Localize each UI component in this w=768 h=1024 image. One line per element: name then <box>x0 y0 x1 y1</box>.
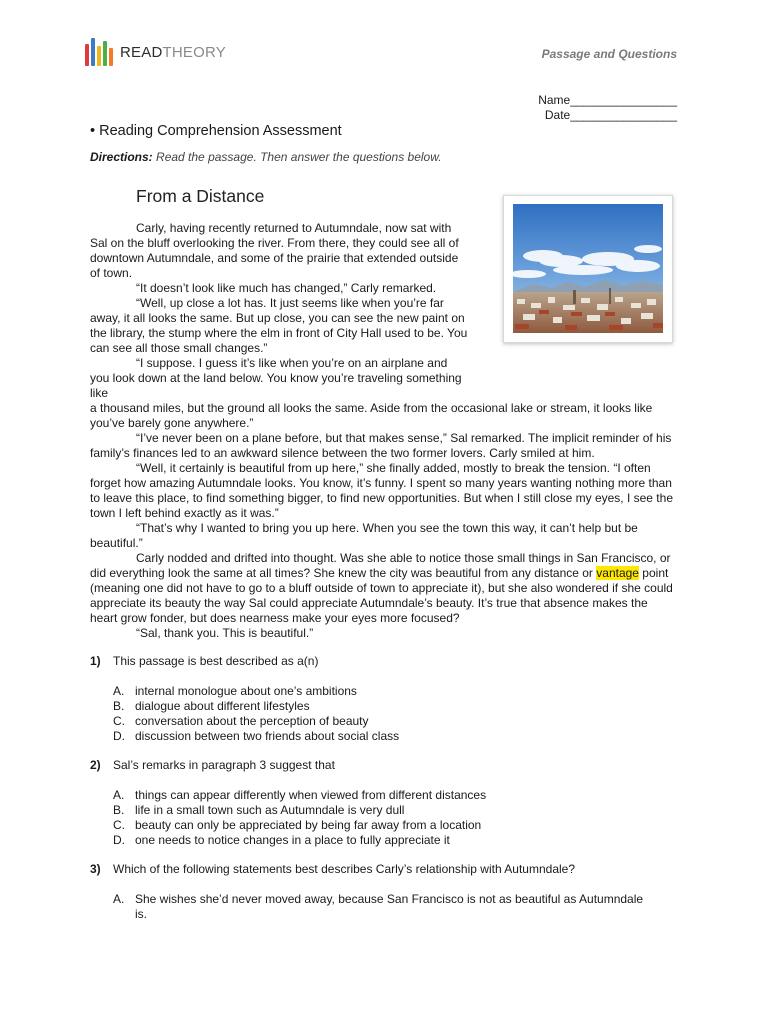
brand-read: READ <box>120 44 163 61</box>
answer-option[interactable] <box>113 892 658 922</box>
passage-title: From a Distance <box>136 186 265 206</box>
question-3 <box>90 862 658 922</box>
answer-option[interactable] <box>113 803 658 818</box>
answer-option[interactable] <box>113 699 658 714</box>
answer-option[interactable] <box>113 788 658 803</box>
option-text: She wishes she’d never moved away, because San Francisco is not as beautiful as Autumndale is. <box>135 892 644 921</box>
book-blue <box>91 38 95 66</box>
question-number: 3) <box>90 862 101 876</box>
question-number: 2) <box>90 758 101 772</box>
paragraph-4b: a thousand miles, but the ground all looks the same. Aside from the occasional lake or stream, it looks like you’ve barely gone anywhere.” <box>90 401 653 430</box>
directions <box>90 150 442 164</box>
option-text: conversation about the perception of beauty <box>135 714 369 728</box>
paragraph-8-before: Carly nodded and drifted into thought. Was she able to notice those small things in San Francisco, or did everything look the same at all times? She knew the city was beautiful from any distance or <box>90 551 671 580</box>
paragraph-1: Carly, having recently returned to Autumndale, now sat with Sal on the bluff overlooking the river. From there, they could see all of downtown Autumndale, and some of the prairie that extended outside of town. <box>90 221 459 280</box>
option-letter: B. <box>113 803 125 817</box>
books-logo-icon <box>84 36 114 66</box>
answer-option[interactable] <box>113 684 658 699</box>
doc-type-label: Passage and Questions <box>541 47 677 61</box>
option-letter: A. <box>113 788 125 802</box>
question-stem: Which of the following statements best describes Carly’s relationship with Autumndale? <box>113 862 576 876</box>
option-letter: C. <box>113 818 125 832</box>
answer-option[interactable] <box>113 833 658 848</box>
directions-text: Read the passage. Then answer the questions below. <box>156 150 442 164</box>
option-text: things can appear differently when viewed from different distances <box>135 788 487 802</box>
paragraph-4a: “I suppose. I guess it’s like when you’re on an airplane and you look down at the land below. You know you’re traveling something like <box>90 356 462 400</box>
option-letter: C. <box>113 714 125 728</box>
option-letter: A. <box>113 892 125 906</box>
option-text: one needs to notice changes in a place to fully appreciate it <box>135 833 450 847</box>
option-text: dialogue about different lifestyles <box>135 699 310 713</box>
book-red <box>85 44 89 66</box>
vocabulary-highlight[interactable]: vantage <box>596 566 639 580</box>
answer-option[interactable] <box>113 818 658 833</box>
option-letter: D. <box>113 833 125 847</box>
option-text: internal monologue about one’s ambitions <box>135 684 357 698</box>
question-number: 1) <box>90 654 101 668</box>
paragraph-8 <box>90 551 678 626</box>
readtheory-logo <box>84 36 226 66</box>
option-letter: A. <box>113 684 125 698</box>
date-field[interactable]: Date________________ <box>544 108 677 122</box>
directions-label: Directions: <box>90 150 153 164</box>
option-letter: B. <box>113 699 125 713</box>
option-text: beauty can only be appreciated by being far away from a location <box>135 818 482 832</box>
paragraph-8-after: point (meaning one did not have to go to a bluff outside of town to appreciate it), but she also wondered if she could appreciate its beauty the way Sal could appreciate Autumndale’s beauty. It’s true that absence makes the heart grow fonder, but does nearness make your eyes more focused? <box>90 566 673 625</box>
paragraph-7: “That’s why I wanted to bring you up here. When you see the town this way, it can’t help but be beautiful.” <box>90 521 638 550</box>
name-date-block <box>538 93 677 123</box>
option-text: life in a small town such as Autumndale is very dull <box>135 803 405 817</box>
option-text: discussion between two friends about social class <box>135 729 400 743</box>
brand-name <box>120 45 226 66</box>
paragraph-6: “Well, it certainly is beautiful from up here,” she finally added, mostly to break the tension. “I often forget how amazing Autumndale looks. You know, it’s funny. I spent so many years wanting nothing more than to leave this place, to find something bigger, to find new opportunities. But when I still close my eyes, I see the town I left behind exactly as it was.” <box>90 461 673 520</box>
passage-body <box>90 221 678 641</box>
paragraph-5: “I’ve never been on a plane before, but that makes sense,” Sal remarked. The implicit reminder of his family’s finances led to an awkward silence between the two former lovers. Carly smiled at him. <box>90 431 672 460</box>
assessment-title: • Reading Comprehension Assessment <box>90 123 342 139</box>
question-2 <box>90 758 658 848</box>
question-stem: Sal’s remarks in paragraph 3 suggest that <box>113 758 335 772</box>
book-yellow <box>97 46 101 66</box>
paragraph-2: “It doesn’t look like much has changed,” Carly remarked. <box>136 281 437 295</box>
brand-theory: THEORY <box>162 44 226 61</box>
option-letter: D. <box>113 729 125 743</box>
book-orange <box>109 48 113 66</box>
question-1 <box>90 654 658 744</box>
answer-option[interactable] <box>113 729 658 744</box>
paragraph-9: “Sal, thank you. This is beautiful.” <box>136 626 314 640</box>
book-green <box>103 41 107 66</box>
name-field[interactable]: Name________________ <box>538 93 677 107</box>
answer-option[interactable] <box>113 714 658 729</box>
question-stem: This passage is best described as a(n) <box>113 654 319 668</box>
paragraph-3: “Well, up close a lot has. It just seems like when you’re far away, it all looks the same. But up close, you can see the new paint on the library, the stump where the elm in front of City Hall used to be. You can see all those small changes.” <box>90 296 468 355</box>
